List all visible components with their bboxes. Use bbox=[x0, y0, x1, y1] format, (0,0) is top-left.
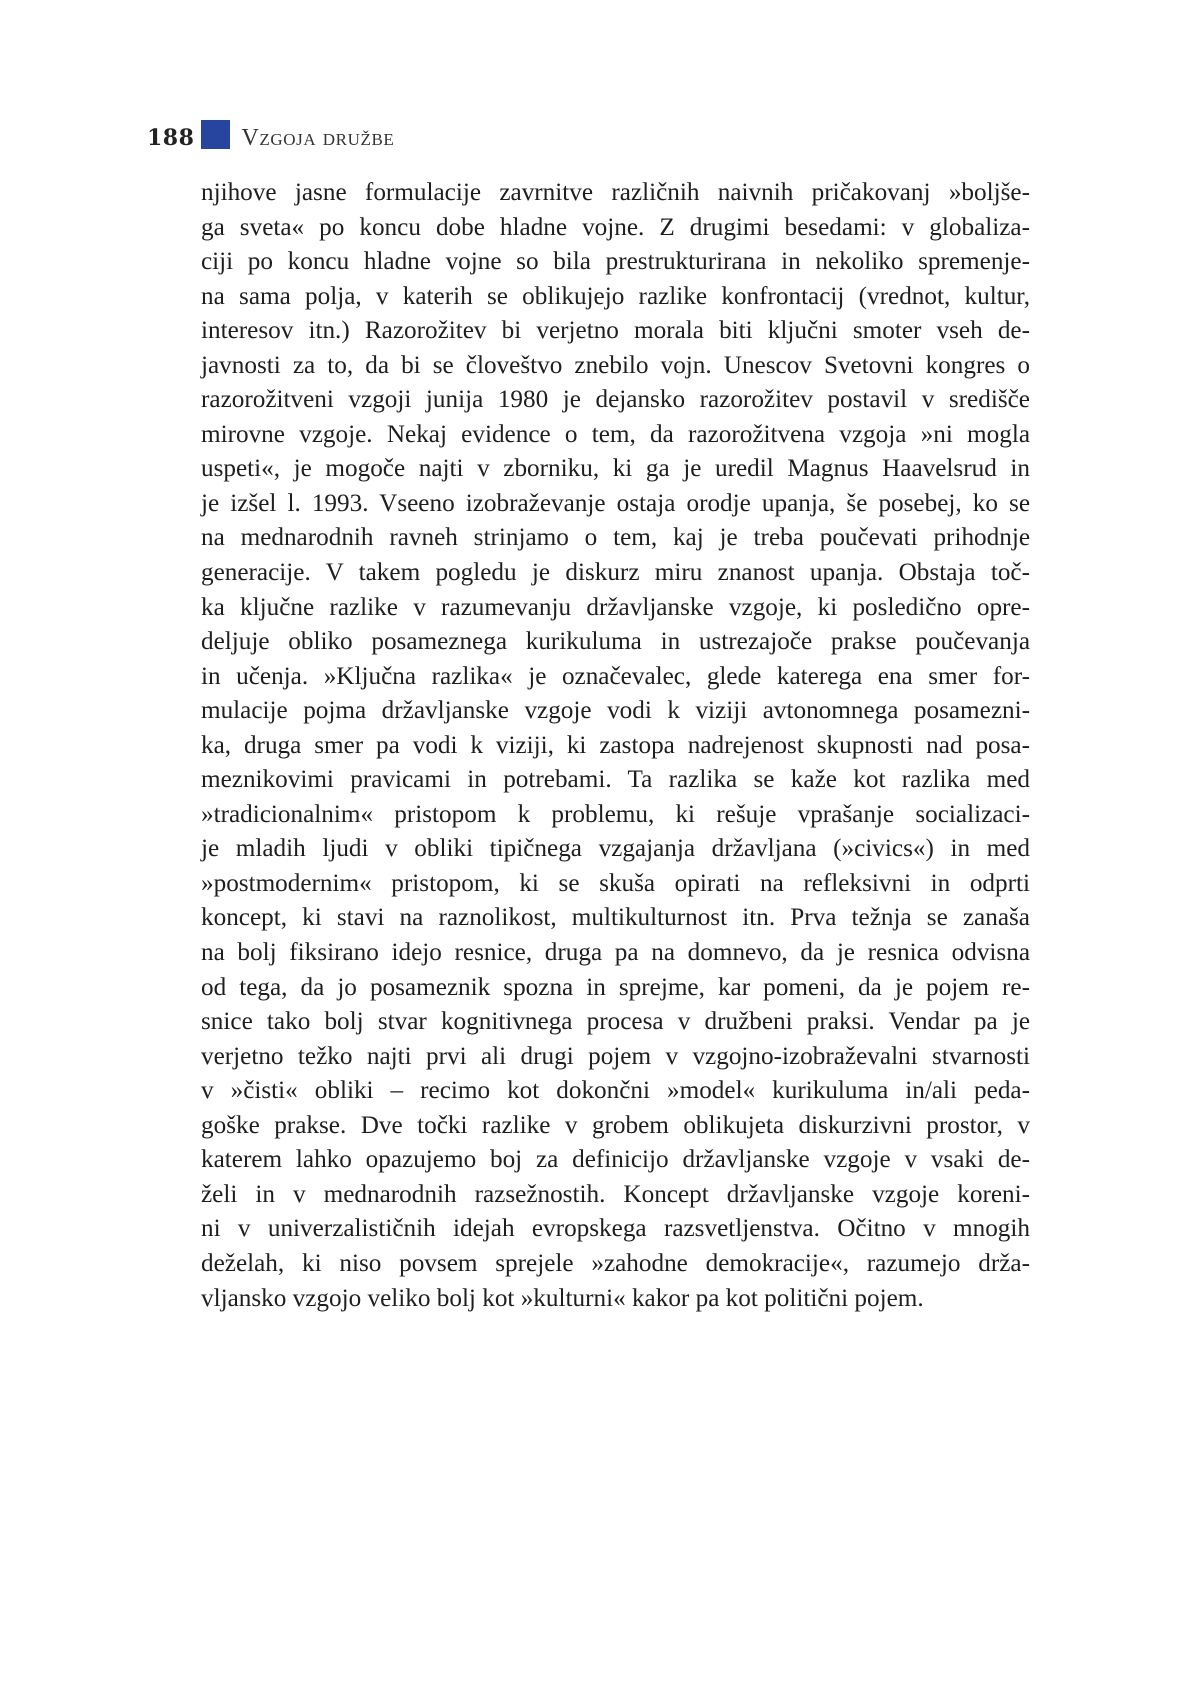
running-title: Vzgoja družbe bbox=[241, 124, 395, 151]
text-line: mirovne vzgoje. Nekaj evidence o tem, da razorožitvena vzgoja »ni mogla bbox=[201, 420, 1030, 448]
text-line: goške prakse. Dve točki razlike v grobem oblikujeta diskurzivni prostor, v bbox=[201, 1111, 1030, 1139]
text-line: »postmodernim« pristopom, ki se skuša opirati na refleksivni in odprti bbox=[201, 869, 1030, 897]
text-line: snice tako bolj stvar kognitivnega procesa v družbeni praksi. Vendar pa je bbox=[201, 1008, 1030, 1036]
text-line: katerem lahko opazujemo boj za definicijo državljanske vzgoje v vsaki de- bbox=[201, 1146, 1030, 1174]
text-line: deljuje obliko posameznega kurikuluma in ustrezajoče prakse poučevanja bbox=[201, 628, 1030, 656]
text-line: ka, druga smer pa vodi k viziji, ki zastopa nadrejenost skupnosti nad posa- bbox=[201, 731, 1030, 759]
text-line: je izšel l. 1993. Vseeno izobraževanje ostaja orodje upanja, še posebej, ko se bbox=[201, 489, 1030, 517]
page-number: 188 bbox=[147, 125, 195, 151]
text-line: koncept, ki stavi na raznolikost, multikulturnost itn. Prva težnja se zanaša bbox=[201, 904, 1030, 932]
text-line: »tradicionalnim« pristopom k problemu, ki rešuje vprašanje socializaci- bbox=[201, 800, 1030, 828]
text-line: interesov itn.) Razorožitev bi verjetno morala biti ključni smoter vseh de- bbox=[201, 317, 1030, 345]
text-line: meznikovimi pravicami in potrebami. Ta razlika se kaže kot razlika med bbox=[201, 766, 1030, 794]
text-line: deželah, ki niso povsem sprejele »zahodne demokracije«, razumejo drža- bbox=[201, 1249, 1030, 1277]
running-header bbox=[147, 120, 394, 156]
text-line: je mladih ljudi v obliki tipičnega vzgajanja državljana (»civics«) in med bbox=[201, 835, 1030, 863]
text-line: in učenja. »Ključna razlika« je označevalec, glede katerega ena smer for- bbox=[201, 662, 1030, 690]
text-line: ga sveta« po koncu dobe hladne vojne. Z drugimi besedami: v globaliza- bbox=[201, 213, 1030, 241]
text-line: ni v univerzalističnih idejah evropskega razsvetljenstva. Očitno v mnogih bbox=[201, 1215, 1030, 1243]
text-line: na sama polja, v katerih se oblikujejo razlike konfrontacij (vrednot, kultur, bbox=[201, 282, 1030, 310]
text-line: razorožitveni vzgoji junija 1980 je dejansko razorožitev postavil v središče bbox=[201, 386, 1030, 414]
text-line: vljansko vzgojo veliko bolj kot »kulturni« kakor pa kot politični pojem. bbox=[201, 1284, 924, 1312]
body-text bbox=[201, 176, 1030, 1316]
text-line: želi in v mednarodnih razsežnostih. Koncept državljanske vzgoje koreni- bbox=[201, 1180, 1030, 1208]
text-line: uspeti«, je mogoče najti v zborniku, ki ga je uredil Magnus Haavelsrud in bbox=[201, 455, 1030, 483]
text-line: ka ključne razlike v razumevanju državljanske vzgoje, ki posledično opre- bbox=[201, 593, 1030, 621]
text-line: verjetno težko najti prvi ali drugi pojem v vzgojno-izobraževalni stvarnosti bbox=[201, 1042, 1030, 1070]
text-line: njihove jasne formulacije zavrnitve različnih naivnih pričakovanj »boljše- bbox=[201, 179, 1030, 206]
header-blue-square bbox=[201, 120, 230, 149]
text-line: od tega, da jo posameznik spozna in sprejme, kar pomeni, da je pojem re- bbox=[201, 973, 1030, 1001]
text-line: ciji po koncu hladne vojne so bila prestrukturirana in nekoliko spremenje- bbox=[201, 248, 1030, 276]
text-line: v »čisti« obliki – recimo kot dokončni »model« kurikuluma in/ali peda- bbox=[201, 1077, 1030, 1105]
text-line: na bolj fiksirano idejo resnice, druga pa na domnevo, da je resnica odvisna bbox=[201, 939, 1030, 967]
text-line: generacije. V takem pogledu je diskurz miru znanost upanja. Obstaja toč- bbox=[201, 559, 1030, 587]
text-line: javnosti za to, da bi se človeštvo znebilo vojn. Unescov Svetovni kongres o bbox=[201, 351, 1030, 379]
text-line: na mednarodnih ravneh strinjamo o tem, kaj je treba poučevati prihodnje bbox=[201, 524, 1030, 552]
text-line: mulacije pojma državljanske vzgoje vodi k viziji avtonomnega posamezni- bbox=[201, 697, 1030, 725]
